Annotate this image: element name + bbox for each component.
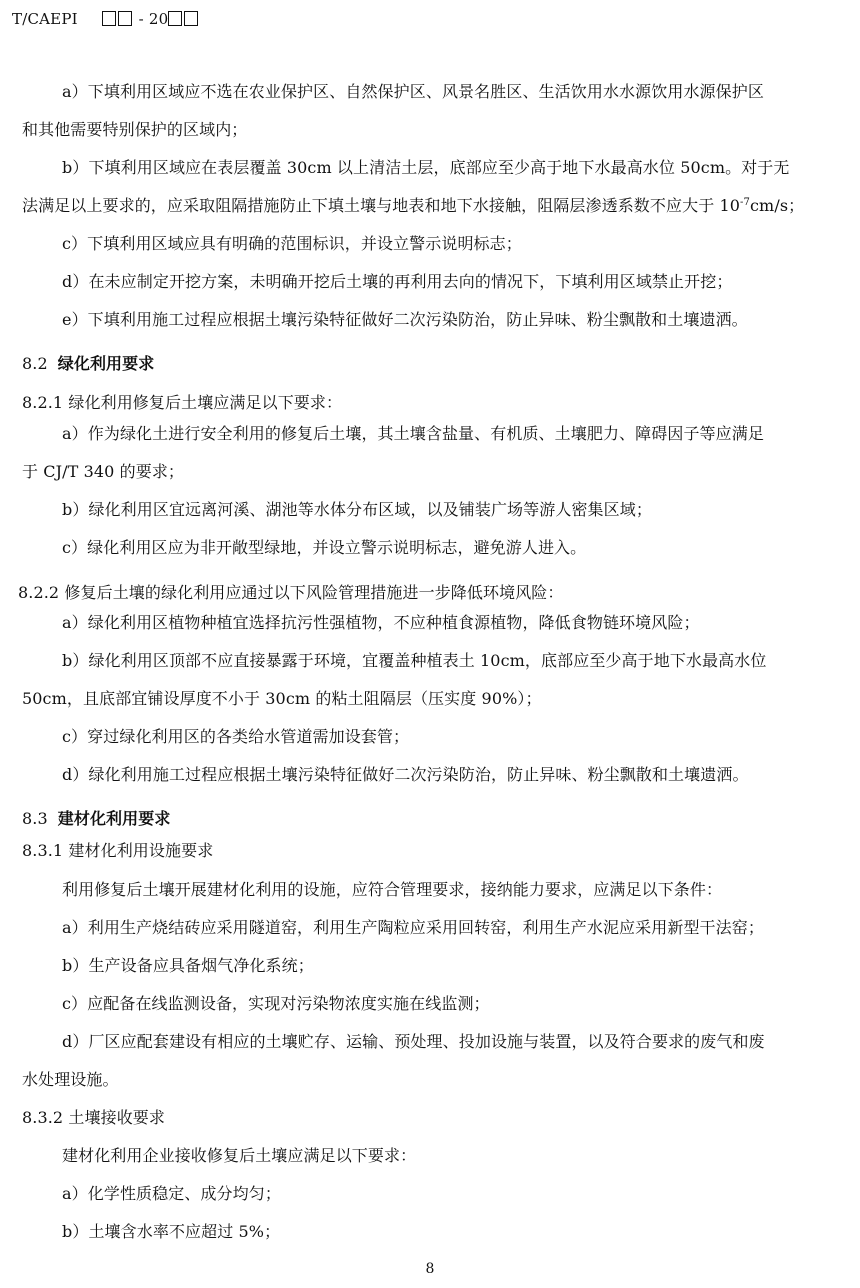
text-line: 50cm，且底部宜铺设厚度不小于 30cm 的粘土阻隔层（压实度 90%）；	[22, 689, 542, 708]
text-line: 8.3.2 土壤接收要求	[22, 1108, 165, 1127]
text-line: 建材化利用企业接收修复后土壤应满足以下要求：	[62, 1146, 417, 1165]
text-line: 8.3.1 建材化利用设施要求	[22, 841, 214, 860]
text-line: 8.2.1 绿化利用修复后土壤应满足以下要求：	[22, 393, 343, 412]
placeholder-box-icon	[184, 11, 198, 26]
text-line: 水处理设施。	[22, 1070, 119, 1089]
text-line: 于 CJ/T 340 的要求；	[22, 462, 185, 481]
text-line: 和其他需要特别保护的区域内；	[22, 120, 248, 139]
placeholder-box-icon	[118, 11, 132, 26]
text-line: c）绿化利用区应为非开敞型绿地，并设立警示说明标志，避免游人进入。	[62, 538, 587, 557]
page-number: 8	[425, 1261, 435, 1277]
page-header	[12, 10, 200, 28]
section-title: 绿化利用要求	[57, 354, 155, 373]
text-line: c）下填利用区域应具有明确的范围标识，并设立警示说明标志；	[62, 234, 522, 253]
placeholder-box-icon	[168, 11, 182, 26]
text-line: a）化学性质稳定、成分均匀；	[62, 1184, 281, 1203]
text-line: a）利用生产烧结砖应采用隧道窑，利用生产陶粒应采用回转窑，利用生产水泥应采用新型干法窑；	[62, 918, 764, 937]
text-line: d）厂区应配套建设有相应的土壤贮存、运输、预处理、投加设施与装置，以及符合要求的废气和废	[62, 1032, 765, 1051]
header-sep: -	[138, 10, 144, 28]
section-number: 8.3	[22, 809, 48, 828]
superscript: -7	[740, 197, 750, 208]
section-heading	[22, 351, 154, 374]
text-line: a）绿化利用区植物种植宜选择抗污性强植物，不应种植食源植物，降低食物链环境风险；	[62, 613, 700, 632]
text-line: b）土壤含水率不应超过 5%；	[62, 1222, 281, 1241]
header-year-prefix: 20	[148, 10, 169, 28]
text-line: a）作为绿化土进行安全利用的修复后土壤，其土壤含盐量、有机质、土壤肥力、障碍因子等应满足	[62, 424, 764, 443]
standard-prefix: T/CAEPI	[12, 10, 78, 28]
text-line: b）下填利用区域应在表层覆盖 30cm 以上清洁土层，底部应至少高于地下水最高水位 50cm。对于无	[62, 158, 790, 177]
section-title: 建材化利用要求	[57, 809, 171, 828]
section-heading	[22, 806, 170, 829]
placeholder-box-icon	[102, 11, 116, 26]
text-line	[22, 193, 804, 216]
text-segment: cm/s；	[750, 196, 805, 215]
text-line: a）下填利用区域应不选在农业保护区、自然保护区、风景名胜区、生活饮用水水源饮用水源保护区	[62, 82, 764, 101]
text-line: c）穿过绿化利用区的各类给水管道需加设套管；	[62, 727, 410, 746]
text-segment: 法满足以上要求的，应采取阻隔措施防止下填土壤与地表和地下水接触，阻隔层渗透系数不应大于 10	[22, 196, 741, 215]
text-line: b）绿化利用区顶部不应直接暴露于环境，宜覆盖种植表土 10cm，底部应至少高于地下水最高水位	[62, 651, 767, 670]
text-line: 8.2.2 修复后土壤的绿化利用应通过以下风险管理措施进一步降低环境风险：	[18, 583, 564, 602]
text-line: b）绿化利用区宜远离河溪、湖池等水体分布区域，以及铺装广场等游人密集区域；	[62, 500, 652, 519]
section-number: 8.2	[22, 354, 48, 373]
text-line: d）在未应制定开挖方案，未明确开挖后土壤的再利用去向的情况下，下填利用区域禁止开挖；	[62, 272, 733, 291]
text-line: d）绿化利用施工过程应根据土壤污染特征做好二次污染防治，防止异味、粉尘飘散和土壤遗洒。	[62, 765, 749, 784]
text-line: e）下填利用施工过程应根据土壤污染特征做好二次污染防治，防止异味、粉尘飘散和土壤遗洒。	[62, 310, 748, 329]
text-line: c）应配备在线监测设备，实现对污染物浓度实施在线监测；	[62, 994, 490, 1013]
text-line: 利用修复后土壤开展建材化利用的设施，应符合管理要求，接纳能力要求，应满足以下条件：	[62, 880, 723, 899]
text-line: b）生产设备应具备烟气净化系统；	[62, 956, 314, 975]
